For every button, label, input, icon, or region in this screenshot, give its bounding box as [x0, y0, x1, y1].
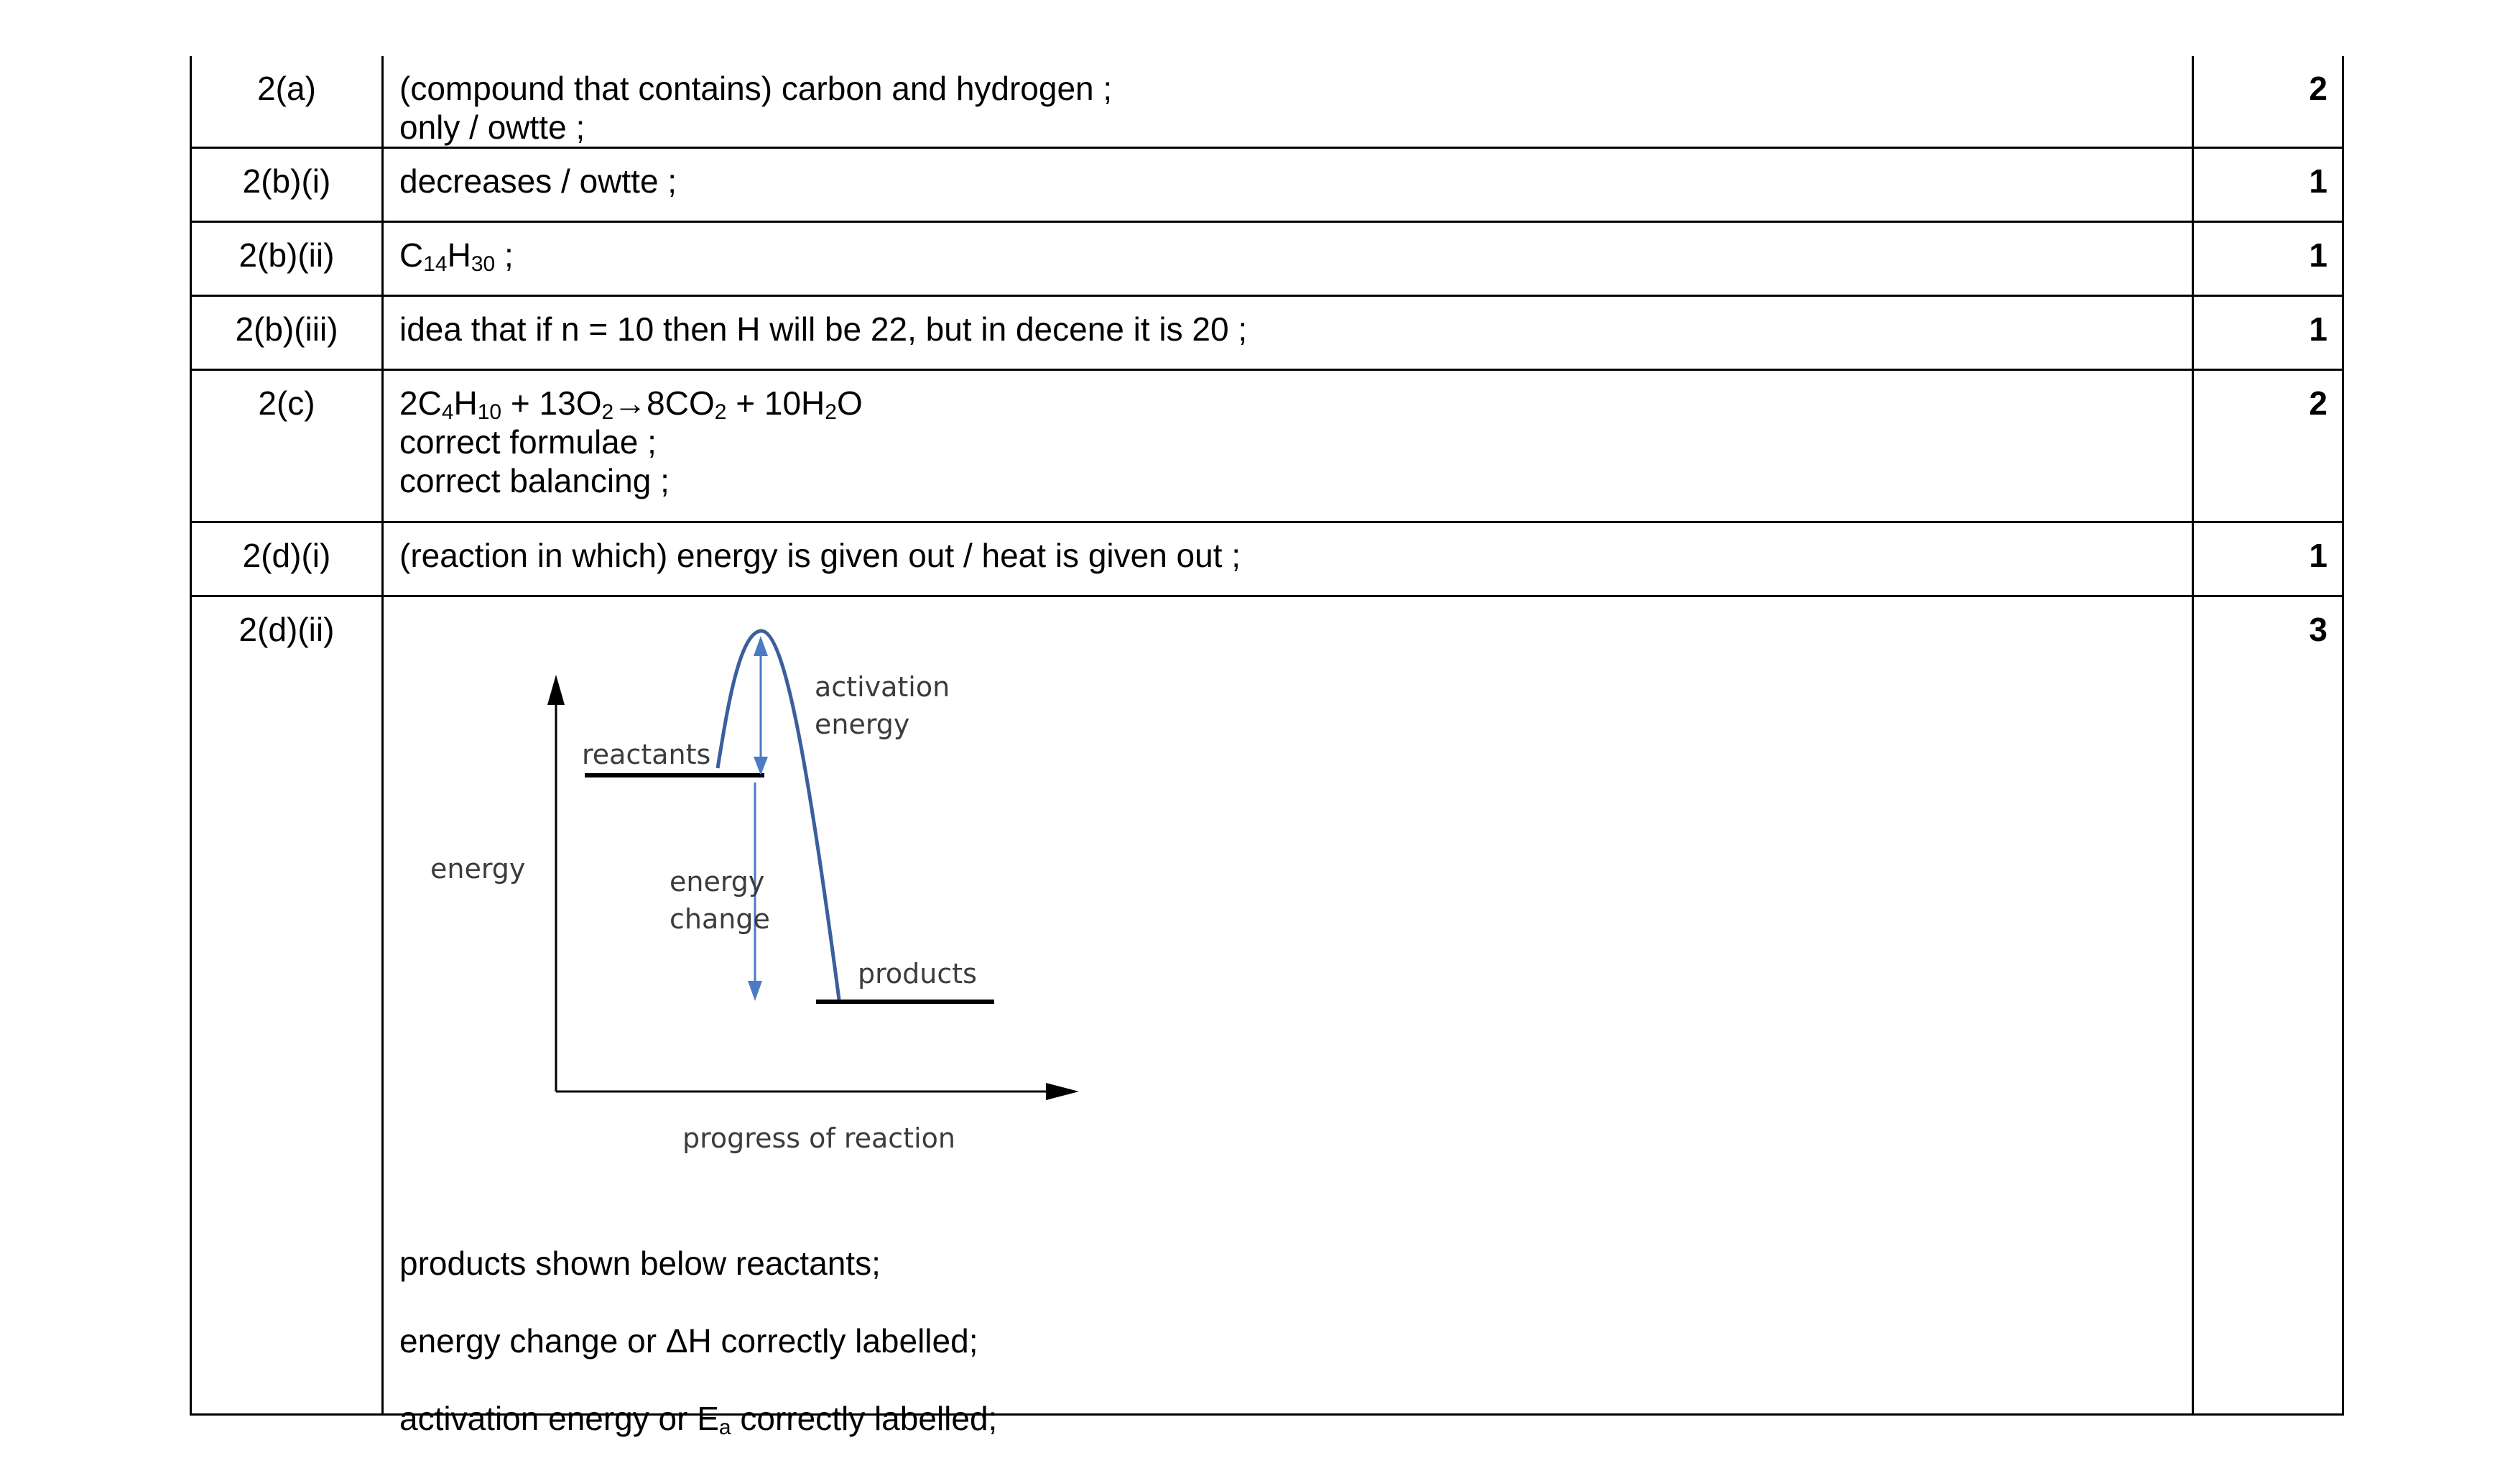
answer-line: (compound that contains) carbon and hydrogen ;: [399, 70, 1113, 107]
table-row: [190, 56, 2344, 149]
marks-cell: 1: [2309, 537, 2327, 574]
question-cell: 2(a): [192, 56, 384, 147]
table-row: [190, 523, 2344, 597]
equation-line: $2C_4H_{10} + 13O_2\to 8CO_2 + 10H_2O$: [399, 384, 863, 424]
mark-point: activation energy or $E_a$ correctly labelled;: [399, 1400, 998, 1439]
marks-cell: 1: [2309, 162, 2327, 200]
marks-cell: 1: [2309, 236, 2327, 274]
mark-point: products shown below reactants;: [399, 1245, 881, 1282]
answer-cell: [384, 523, 2194, 595]
marks-cell: 3: [2309, 611, 2327, 648]
answer-cell: [384, 56, 2194, 147]
question-cell: 2(c): [192, 371, 384, 521]
activation-label-line-1: activation: [815, 671, 950, 703]
activation-arrow-head-down: [754, 757, 768, 775]
answer-cell: [384, 223, 2194, 295]
marks-cell: 2: [2309, 384, 2327, 422]
answer-line: decreases / owtte ;: [399, 162, 677, 200]
mark-point: energy change or ΔH correctly labelled;: [399, 1322, 978, 1360]
table-row: [190, 149, 2344, 223]
answer-cell: [384, 149, 2194, 221]
answer-cell: [384, 597, 2194, 1439]
energy-change-label-line-1: energy: [670, 866, 765, 897]
energy-change-label-line-2: change: [670, 903, 770, 935]
answer-line: only / owtte ;: [399, 109, 585, 146]
energy-profile-diagram: [399, 597, 1190, 1165]
question-cell: 2(d)(i): [192, 523, 384, 595]
x-axis-arrowhead: [1046, 1083, 1079, 1100]
answer-cell: [384, 371, 2194, 521]
answer-line: correct balancing ;: [399, 462, 670, 499]
marks-cell: 2: [2309, 70, 2327, 107]
mark-scheme-table: [190, 56, 2344, 1439]
question-cell: 2(b)(i): [192, 149, 384, 221]
activation-arrow-head-up: [754, 636, 768, 656]
question-cell: 2(b)(iii): [192, 297, 384, 369]
question-cell: 2(d)(ii): [192, 597, 384, 1413]
answer-line: (reaction in which) energy is given out / heat is given out ;: [399, 537, 1241, 574]
table-row: [190, 223, 2344, 297]
table-row: [190, 597, 2344, 1439]
products-label: products: [858, 958, 977, 989]
answer-cell: [384, 297, 2194, 369]
x-axis-label: progress of reaction: [682, 1122, 955, 1154]
activation-label-line-2: energy: [815, 709, 910, 740]
answer-line: idea that if n = 10 then H will be 22, but in decene it is 20 ;: [399, 310, 1248, 348]
marks-cell: 1: [2309, 310, 2327, 348]
y-axis-arrowhead: [547, 675, 565, 705]
y-axis-label: energy: [430, 853, 526, 885]
question-cell: 2(b)(ii): [192, 223, 384, 295]
table-row: [190, 297, 2344, 371]
energy-change-arrow-head: [748, 981, 762, 1001]
formula-line: $C_{14}H_{30}$ ;: [399, 236, 514, 276]
answer-line: correct formulae ;: [399, 423, 657, 461]
table-row: [190, 371, 2344, 523]
reactants-label: reactants: [582, 739, 711, 770]
